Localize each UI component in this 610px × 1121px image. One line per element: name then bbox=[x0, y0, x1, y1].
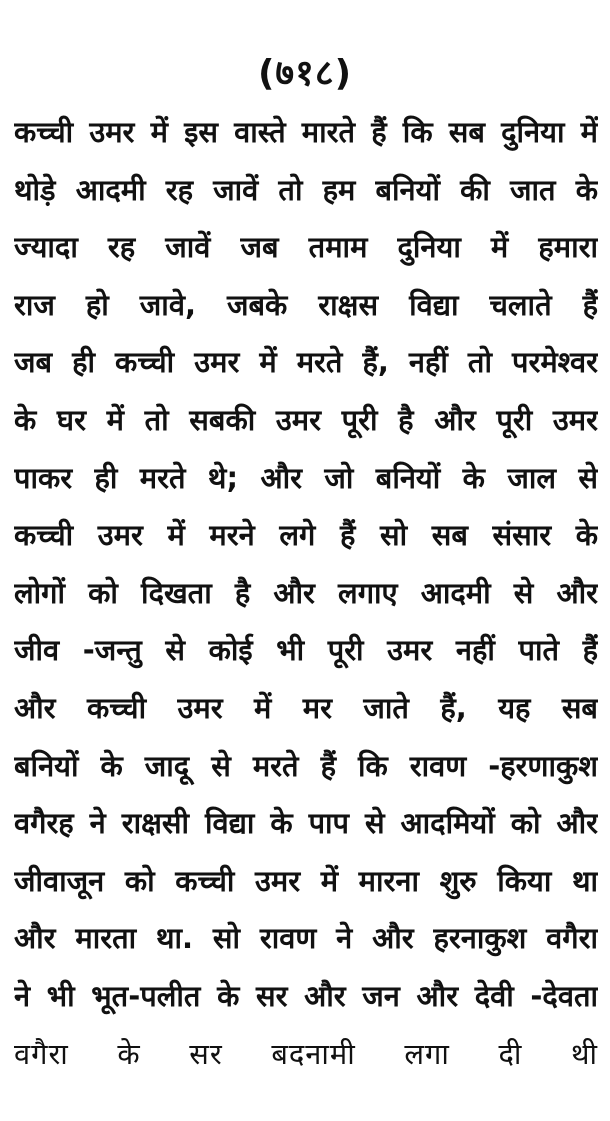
text-line: थोड़े आदमी रह जावें तो हम बनियों की जात के bbox=[14, 172, 598, 207]
text-line: ज्यादा रह जावें जब तमाम दुनिया में हमारा bbox=[14, 230, 598, 265]
text-line: कच्ची उमर में मरने लगे हैं सो सब संसार के bbox=[14, 518, 598, 553]
text-line: जब ही कच्ची उमर में मरते हैं, नहीं तो परमेश्वर bbox=[14, 345, 598, 380]
text-line: कच्ची उमर में इस वास्ते मारते हैं कि सब दुनिया में bbox=[14, 115, 598, 149]
page-number: (७१८) bbox=[257, 53, 353, 94]
text-line: बनियों के जादू से मरते हैं कि रावण -हरणाकुश bbox=[14, 748, 598, 783]
text-line: वगैरह ने राक्षसी विद्या के पाप से आदमियों को और bbox=[14, 806, 598, 841]
text-line: और मारता था. सो रावण ने और हरनाकुश वगैरा bbox=[14, 921, 598, 956]
text-line: और कच्ची उमर में मर जाते हैं, यह सब bbox=[14, 690, 598, 725]
text-line: के घर में तो सबकी उमर पूरी है और पूरी उमर bbox=[14, 402, 598, 437]
text-line: ने भी भूत-पलीत के सर और जन और देवी -देवता bbox=[14, 978, 598, 1013]
text-line: जीव -जन्तु से कोई भी पूरी उमर नहीं पाते हैं bbox=[14, 633, 598, 668]
text-line: राज हो जावे, जबके राक्षस विद्या चलाते हैं bbox=[14, 287, 598, 322]
text-line: पाकर ही मरते थे; और जो बनियों के जाल से bbox=[14, 460, 598, 495]
text-line: वगैरा के सर बदनामी लगा दी थी bbox=[14, 1036, 598, 1071]
body-text bbox=[14, 104, 598, 1083]
text-line: लोगों को दिखता है और लगाए आदमी से और bbox=[14, 575, 598, 610]
text-line: जीवाजून को कच्ची उमर में मारना शुरु किया था bbox=[14, 863, 598, 898]
